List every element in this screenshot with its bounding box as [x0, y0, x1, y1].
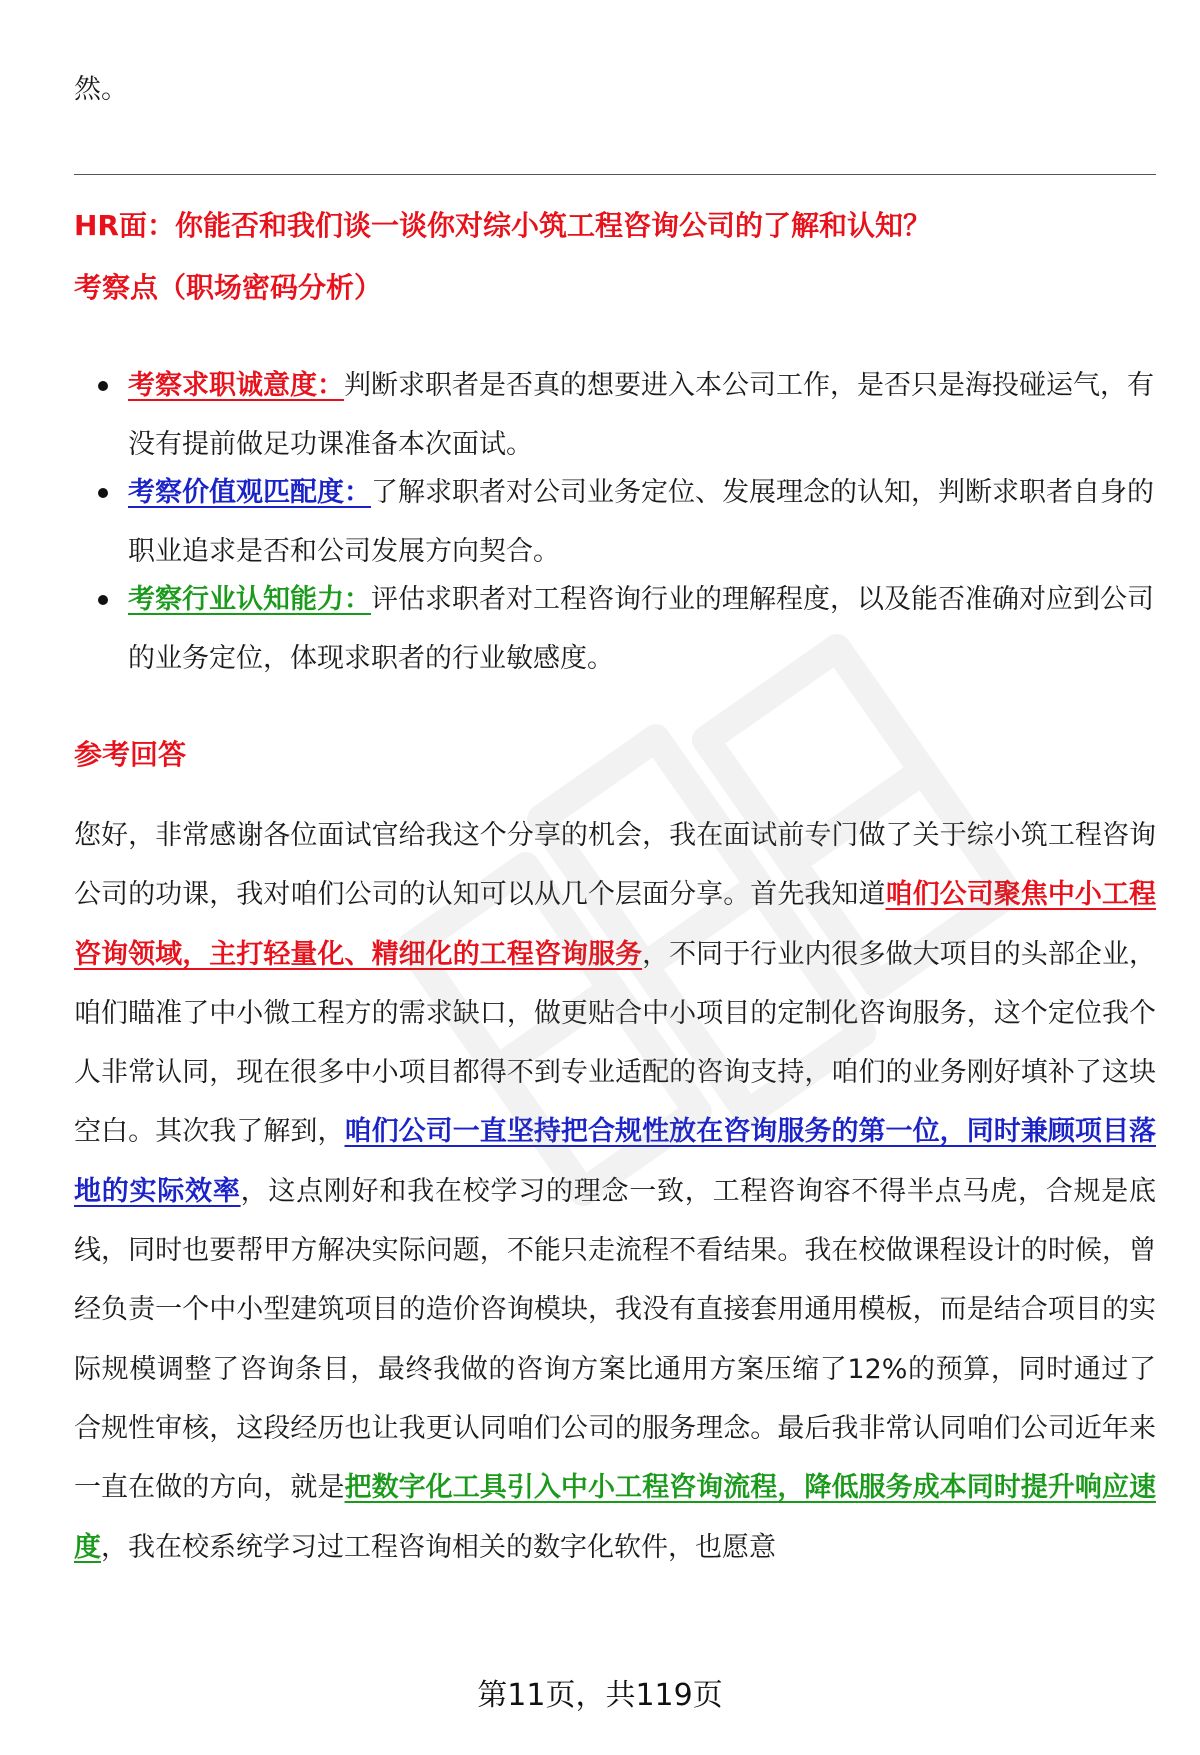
- reference-answer: [74, 806, 1156, 1577]
- point-keyword: 考察求职诚意度：: [128, 370, 344, 401]
- continued-text-fragment: 然。: [74, 74, 128, 105]
- bullet-icon: [98, 595, 108, 605]
- answer-text: ，不同于行业内很多做大项目的头部企业，咱们瞄准了中小微工程方的需求缺口，做更贴合中小项目的定制化咨询服务，这个定位我个人非常认同，现在很多中小项目都得不到专业适配的咨询支持，咱们的业务刚好填补了这块空白。其次我了解到，: [74, 938, 1157, 1148]
- point-keyword: 考察价值观匹配度：: [128, 477, 371, 508]
- bullet-icon: [98, 488, 108, 498]
- point-text: 评估求职者对工程咨询行业的理解程度，以及能否准确对应到公司的业务定位，体现求职者的行业敏感度。: [128, 584, 1154, 674]
- section-divider: [74, 174, 1156, 175]
- answer-text: 您好，非常感谢各位面试官给我这个分享的机会，我在面试前专门做了关于综小筑工程咨询公司的功课，我对咱们公司的认知可以从几个层面分享。首先我知道: [74, 820, 1156, 911]
- point-text: 了解求职者对公司业务定位、发展理念的认知，判断求职者自身的职业追求是否和公司发展方向契合。: [128, 477, 1154, 567]
- list-item: [74, 570, 1156, 677]
- answer-text: ，这点刚好和我在校学习的理念一致，工程咨询容不得半点马虎，合规是底线，同时也要帮甲方解决实际问题，不能只走流程不看结果。我在校做课程设计的时候，曾经负责一个中小型建筑项目的造价咨询模块，我没有直接套用通用模板，而是结合项目的实际规模调整了咨询条目，最终我做的咨询方案比通用方案压缩了12%的预算，同时通过了合规性审核，这段经历也让我更认同咱们公司的服务理念。最后我非常认同咱们公司近年来一直在做的方向，就是: [74, 1175, 1157, 1504]
- answer-highlight: 把数字化工具引入中小工程咨询流程，降低服务成本同时提升响应速度: [74, 1472, 1157, 1563]
- answer-highlight: 咱们公司一直坚持把合规性放在咨询服务的第一位，同时兼顾项目落地的实际效率: [74, 1116, 1157, 1207]
- analysis-points-list: [74, 356, 1156, 677]
- answer-highlight: 咱们公司聚焦中小工程咨询领域，主打轻量化、精细化的工程咨询服务: [74, 879, 1157, 970]
- analysis-heading: 考察点（职场密码分析）: [74, 271, 383, 304]
- bullet-icon: [98, 381, 108, 391]
- page-number: 第11页，共119页: [477, 1678, 723, 1713]
- answer-heading: 参考回答: [74, 738, 187, 771]
- point-keyword: 考察行业认知能力：: [128, 584, 371, 615]
- list-item: [74, 463, 1156, 570]
- interview-question: HR面：你能否和我们谈一谈你对综小筑工程咨询公司的了解和认知？: [74, 209, 931, 242]
- answer-text: ，我在校系统学习过工程咨询相关的数字化软件，也愿意: [101, 1531, 776, 1563]
- point-text: 判断求职者是否真的想要进入本公司工作，是否只是海投碰运气，有没有提前做足功课准备本次面试。: [128, 370, 1154, 460]
- list-item: [74, 356, 1156, 463]
